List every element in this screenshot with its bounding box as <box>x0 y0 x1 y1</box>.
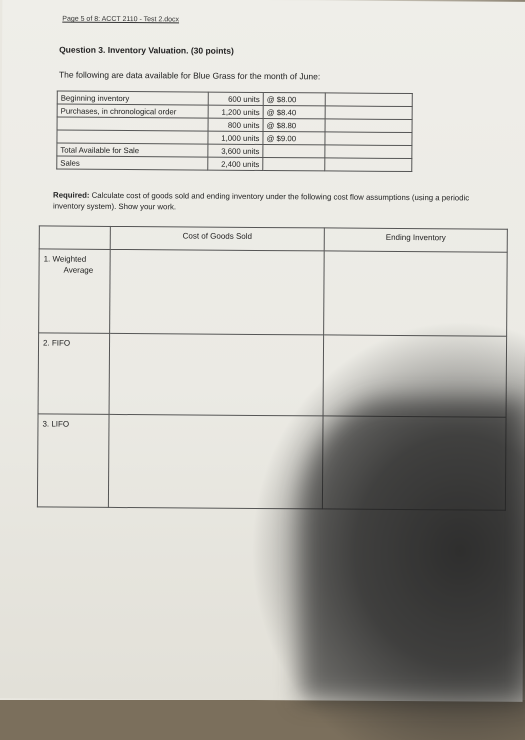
row-cost: @ $8.40 <box>263 105 325 118</box>
required-label: Required: <box>53 190 90 200</box>
cogs-answer-cell[interactable] <box>108 414 323 508</box>
required-text: Calculate cost of goods sold and ending inventory under the following cost flow assumptions (using a periodic inventory system). Show your work. <box>52 190 470 212</box>
method-label <box>39 249 111 333</box>
row-units: 1,000 units <box>208 131 263 144</box>
row-cost <box>263 157 325 170</box>
row-label <box>57 117 208 131</box>
header-blank <box>39 226 110 249</box>
row-blank <box>325 93 412 107</box>
row-label <box>57 130 208 144</box>
cogs-answer-cell[interactable] <box>109 333 324 415</box>
table-row <box>38 333 507 417</box>
method-label <box>38 333 110 414</box>
table-row <box>57 156 412 171</box>
cogs-answer-cell[interactable] <box>110 249 325 334</box>
ending-inventory-answer-cell[interactable] <box>323 335 507 417</box>
header-cogs: Cost of Goods Sold <box>110 226 324 250</box>
row-blank <box>325 119 412 133</box>
method-label-line2: Average <box>63 265 94 275</box>
row-cost <box>263 144 325 157</box>
row-units: 1,200 units <box>208 105 263 118</box>
answer-table-header-row <box>39 226 507 252</box>
inventory-data-table <box>56 91 413 172</box>
row-blank <box>325 106 412 120</box>
row-units: 600 units <box>208 92 263 105</box>
method-label <box>37 414 109 507</box>
row-blank <box>325 132 412 146</box>
row-units: 3,600 units <box>208 144 263 157</box>
row-label: Total Available for Sale <box>57 143 208 157</box>
row-label: Sales <box>57 156 208 170</box>
row-units: 800 units <box>208 118 263 131</box>
row-cost: @ $8.00 <box>263 92 325 105</box>
header-ending-inventory: Ending Inventory <box>324 228 507 252</box>
table-row <box>37 414 506 510</box>
row-units: 2,400 units <box>208 157 263 170</box>
method-label-line1: 2. FIFO <box>43 338 71 348</box>
document-header: Page 5 of 8: ACCT 2110 - Test 2.docx <box>62 15 180 24</box>
row-label: Beginning inventory <box>57 91 208 105</box>
question-intro: The following are data available for Blue Grass for the month of June: <box>58 69 321 82</box>
row-cost: @ $9.00 <box>263 131 325 144</box>
table-row <box>39 249 508 336</box>
question-title: Question 3. Inventory Valuation. (30 points) <box>59 44 234 56</box>
row-label: Purchases, in chronological order <box>57 104 208 118</box>
ending-inventory-answer-cell[interactable] <box>322 416 506 510</box>
method-label-line1: 3. LIFO <box>42 419 70 429</box>
ending-inventory-answer-cell[interactable] <box>324 251 508 336</box>
row-cost: @ $8.80 <box>263 118 325 131</box>
method-label-line1: 1. Weighted <box>43 254 87 264</box>
required-instructions <box>53 190 473 215</box>
row-blank <box>325 145 412 159</box>
answer-table <box>37 225 508 510</box>
row-blank <box>325 158 412 172</box>
